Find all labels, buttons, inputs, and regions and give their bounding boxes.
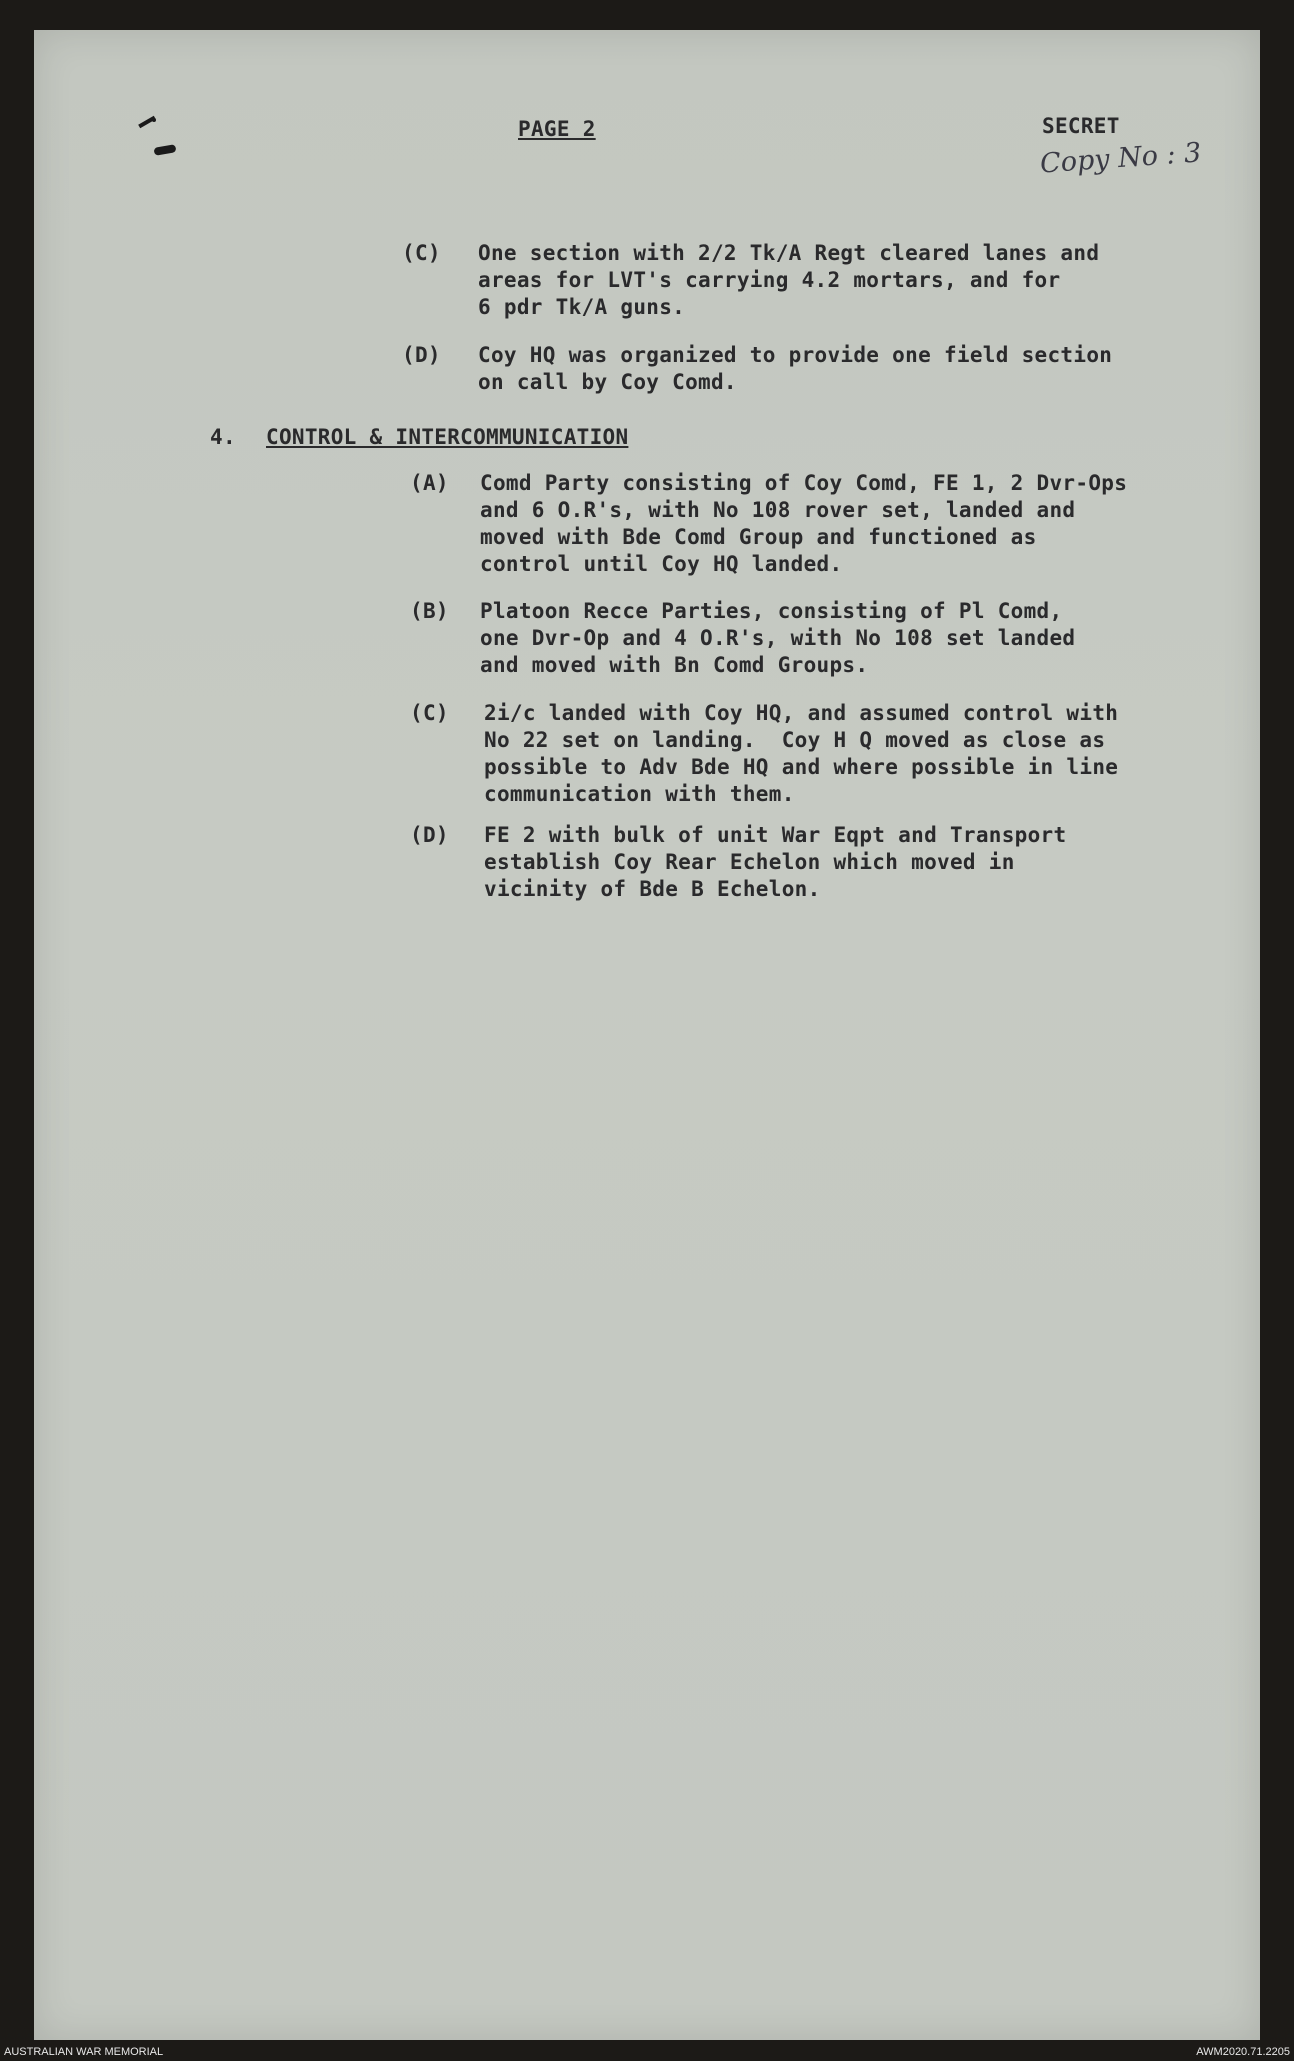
item-line: vicinity of Bde B Echelon.	[484, 877, 821, 901]
document-page	[34, 30, 1260, 2040]
item-line: areas for LVT's carrying 4.2 mortars, and for	[478, 268, 1061, 292]
item-line: communication with them.	[484, 782, 795, 806]
item-line: FE 2 with bulk of unit War Eqpt and Transport	[484, 823, 1067, 847]
item-line: 6 pdr Tk/A guns.	[478, 295, 686, 319]
item-label: (C)	[402, 241, 441, 265]
section-title: CONTROL & INTERCOMMUNICATION	[266, 425, 629, 449]
page-number: PAGE 2	[518, 117, 596, 141]
item-line: on call by Coy Comd.	[478, 370, 737, 394]
item-line: Platoon Recce Parties, consisting of Pl Comd,	[480, 599, 1063, 623]
item-line: Coy HQ was organized to provide one field section	[478, 343, 1113, 367]
item-line: One section with 2/2 Tk/A Regt cleared lanes and	[478, 241, 1100, 265]
archive-reference: AWM2020.71.2205	[1196, 2046, 1290, 2058]
copy-number-handwritten: Copy No : 3	[1039, 137, 1203, 180]
item-line: moved with Bde Comd Group and functioned as	[480, 525, 1037, 549]
item-line: No 22 set on landing. Coy H Q moved as close as	[484, 728, 1106, 752]
classification: SECRET	[1042, 114, 1120, 138]
ink-blot	[153, 144, 176, 156]
item-label: (C)	[410, 701, 449, 725]
item-line: and moved with Bn Comd Groups.	[480, 653, 869, 677]
item-line: 2i/c landed with Coy HQ, and assumed control with	[484, 701, 1119, 725]
item-label: (D)	[402, 343, 441, 367]
item-line: and 6 O.R's, with No 108 rover set, landed and	[480, 498, 1076, 522]
item-line: Comd Party consisting of Coy Comd, FE 1, 2 Dvr-Ops	[480, 471, 1128, 495]
item-label: (B)	[410, 599, 449, 623]
item-line: possible to Adv Bde HQ and where possible in line	[484, 755, 1119, 779]
item-line: establish Coy Rear Echelon which moved in	[484, 850, 1015, 874]
item-label: (A)	[410, 471, 449, 495]
section-number: 4.	[210, 425, 236, 449]
item-label: (D)	[410, 823, 449, 847]
item-line: control until Coy HQ landed.	[480, 552, 843, 576]
ink-mark	[138, 116, 156, 128]
archive-credit: AUSTRALIAN WAR MEMORIAL	[4, 2046, 164, 2058]
item-line: one Dvr-Op and 4 O.R's, with No 108 set landed	[480, 626, 1076, 650]
